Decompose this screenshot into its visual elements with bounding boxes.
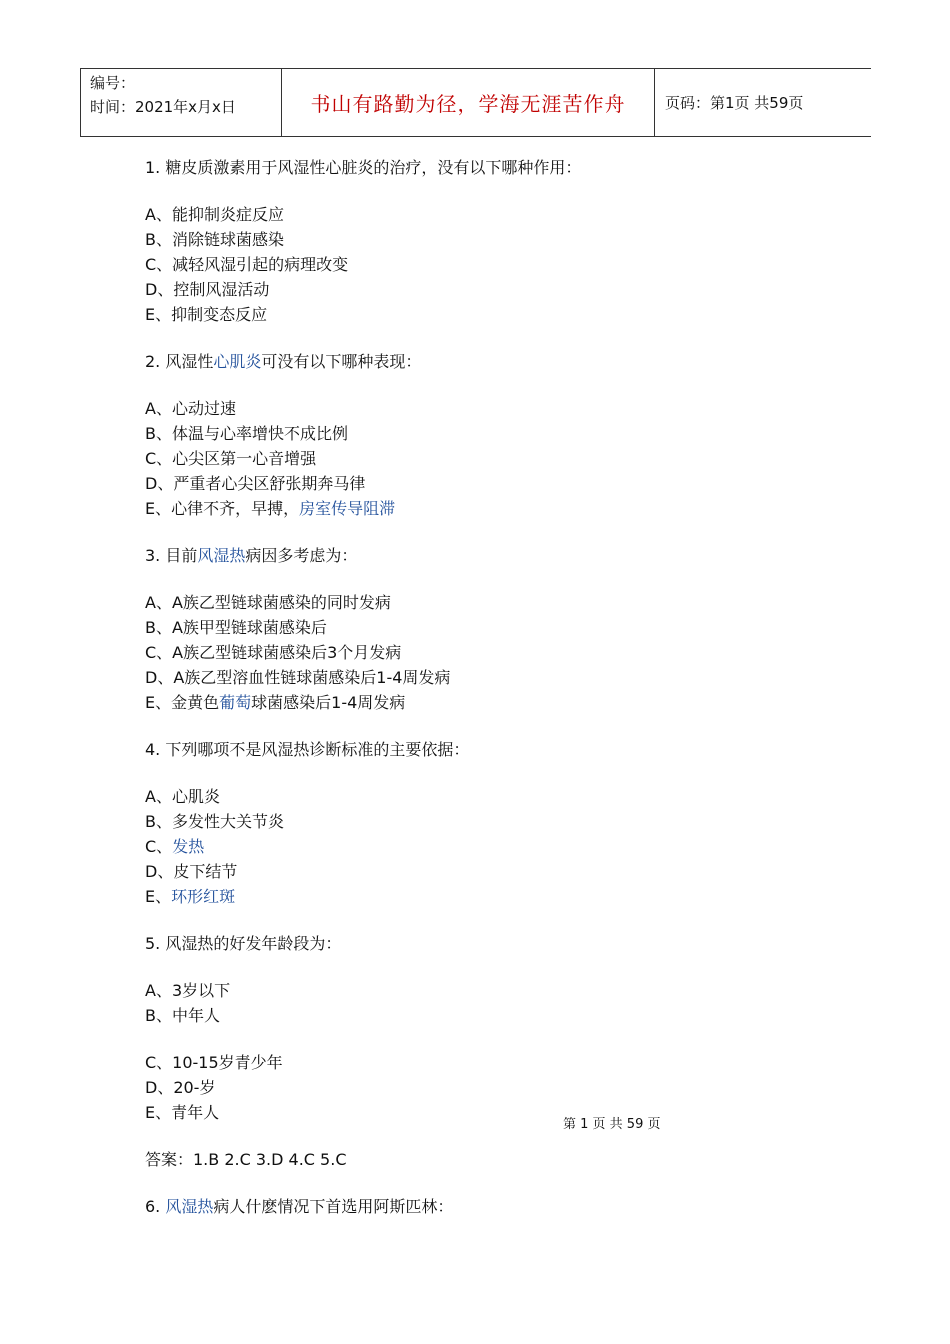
- question-2-option-c: C、心尖区第一心音增强: [145, 449, 317, 468]
- question-3-stem: 3. 目前风湿热病因多考虑为：: [145, 546, 358, 565]
- document-body: [145, 155, 845, 1219]
- question-1-option-d: D、控制风湿活动: [145, 280, 270, 299]
- header-left-cell: [81, 69, 282, 136]
- answer-key: 答案：1.B 2.C 3.D 4.C 5.C: [145, 1150, 347, 1169]
- link-myocarditis[interactable]: 心肌炎: [213, 352, 262, 371]
- question-5-option-b: B、中年人: [145, 1006, 220, 1025]
- question-5-option-a: A、3岁以下: [145, 981, 231, 1000]
- link-fever[interactable]: 发热: [172, 837, 205, 856]
- time-label: 时间：2021年x月x日: [90, 98, 236, 116]
- question-3-option-d: D、A族乙型溶血性链球菌感染后1-4周发病: [145, 668, 451, 687]
- question-2-stem: 2. 风湿性心肌炎可没有以下哪种表现：: [145, 352, 422, 371]
- question-5-stem: 5. 风湿热的好发年龄段为：: [145, 934, 342, 953]
- page-footer: 第 1 页 共 59 页: [563, 1117, 661, 1132]
- question-1-stem: 1. 糖皮质激素用于风湿性心脏炎的治疗，没有以下哪种作用：: [145, 158, 582, 177]
- question-4-option-e: E、环形红斑: [145, 887, 236, 906]
- question-6-stem: 6. 风湿热病人什麽情况下首选用阿斯匹林：: [145, 1197, 454, 1216]
- question-3-option-b: B、A族甲型链球菌感染后: [145, 618, 327, 637]
- question-5-option-c: C、10-15岁青少年: [145, 1053, 283, 1072]
- question-3-option-e: E、金黄色葡萄球菌感染后1-4周发病: [145, 693, 406, 712]
- link-av-block[interactable]: 房室传导阻滞: [299, 499, 396, 518]
- number-label: 编号：: [90, 74, 136, 92]
- link-rheumatic-fever-2[interactable]: 风湿热: [165, 1197, 214, 1216]
- question-2-option-e: E、心律不齐，早搏，房室传导阻滞: [145, 499, 396, 518]
- link-erythema[interactable]: 环形红斑: [171, 887, 236, 906]
- question-4-option-b: B、多发性大关节炎: [145, 812, 284, 831]
- question-4-stem: 4. 下列哪项不是风湿热诊断标准的主要依据：: [145, 740, 470, 759]
- question-1-option-e: E、抑制变态反应: [145, 305, 268, 324]
- question-1-option-c: C、减轻风湿引起的病理改变: [145, 255, 349, 274]
- question-3-option-a: A、A族乙型链球菌感染的同时发病: [145, 593, 391, 612]
- question-3-option-c: C、A族乙型链球菌感染后3个月发病: [145, 643, 402, 662]
- question-4-option-d: D、皮下结节: [145, 862, 238, 881]
- question-2-option-a: A、心动过速: [145, 399, 236, 418]
- question-1-option-b: B、消除链球菌感染: [145, 230, 284, 249]
- question-5-option-e: E、青年人: [145, 1103, 220, 1122]
- question-2-option-b: B、体温与心率增快不成比例: [145, 424, 348, 443]
- question-1-option-a: A、能抑制炎症反应: [145, 205, 284, 224]
- link-rheumatic-fever[interactable]: 风湿热: [197, 546, 246, 565]
- page-code: 页码：第1页 共59页: [665, 94, 804, 112]
- question-5-option-d: D、20-岁: [145, 1078, 216, 1097]
- link-grape[interactable]: 葡萄: [219, 693, 252, 712]
- question-4-option-c: C、发热: [145, 837, 205, 856]
- motto: 书山有路勤为径，学海无涯苦作舟: [282, 69, 655, 136]
- question-2-option-d: D、严重者心尖区舒张期奔马律: [145, 474, 366, 493]
- question-4-option-a: A、心肌炎: [145, 787, 220, 806]
- header-table: [80, 68, 871, 137]
